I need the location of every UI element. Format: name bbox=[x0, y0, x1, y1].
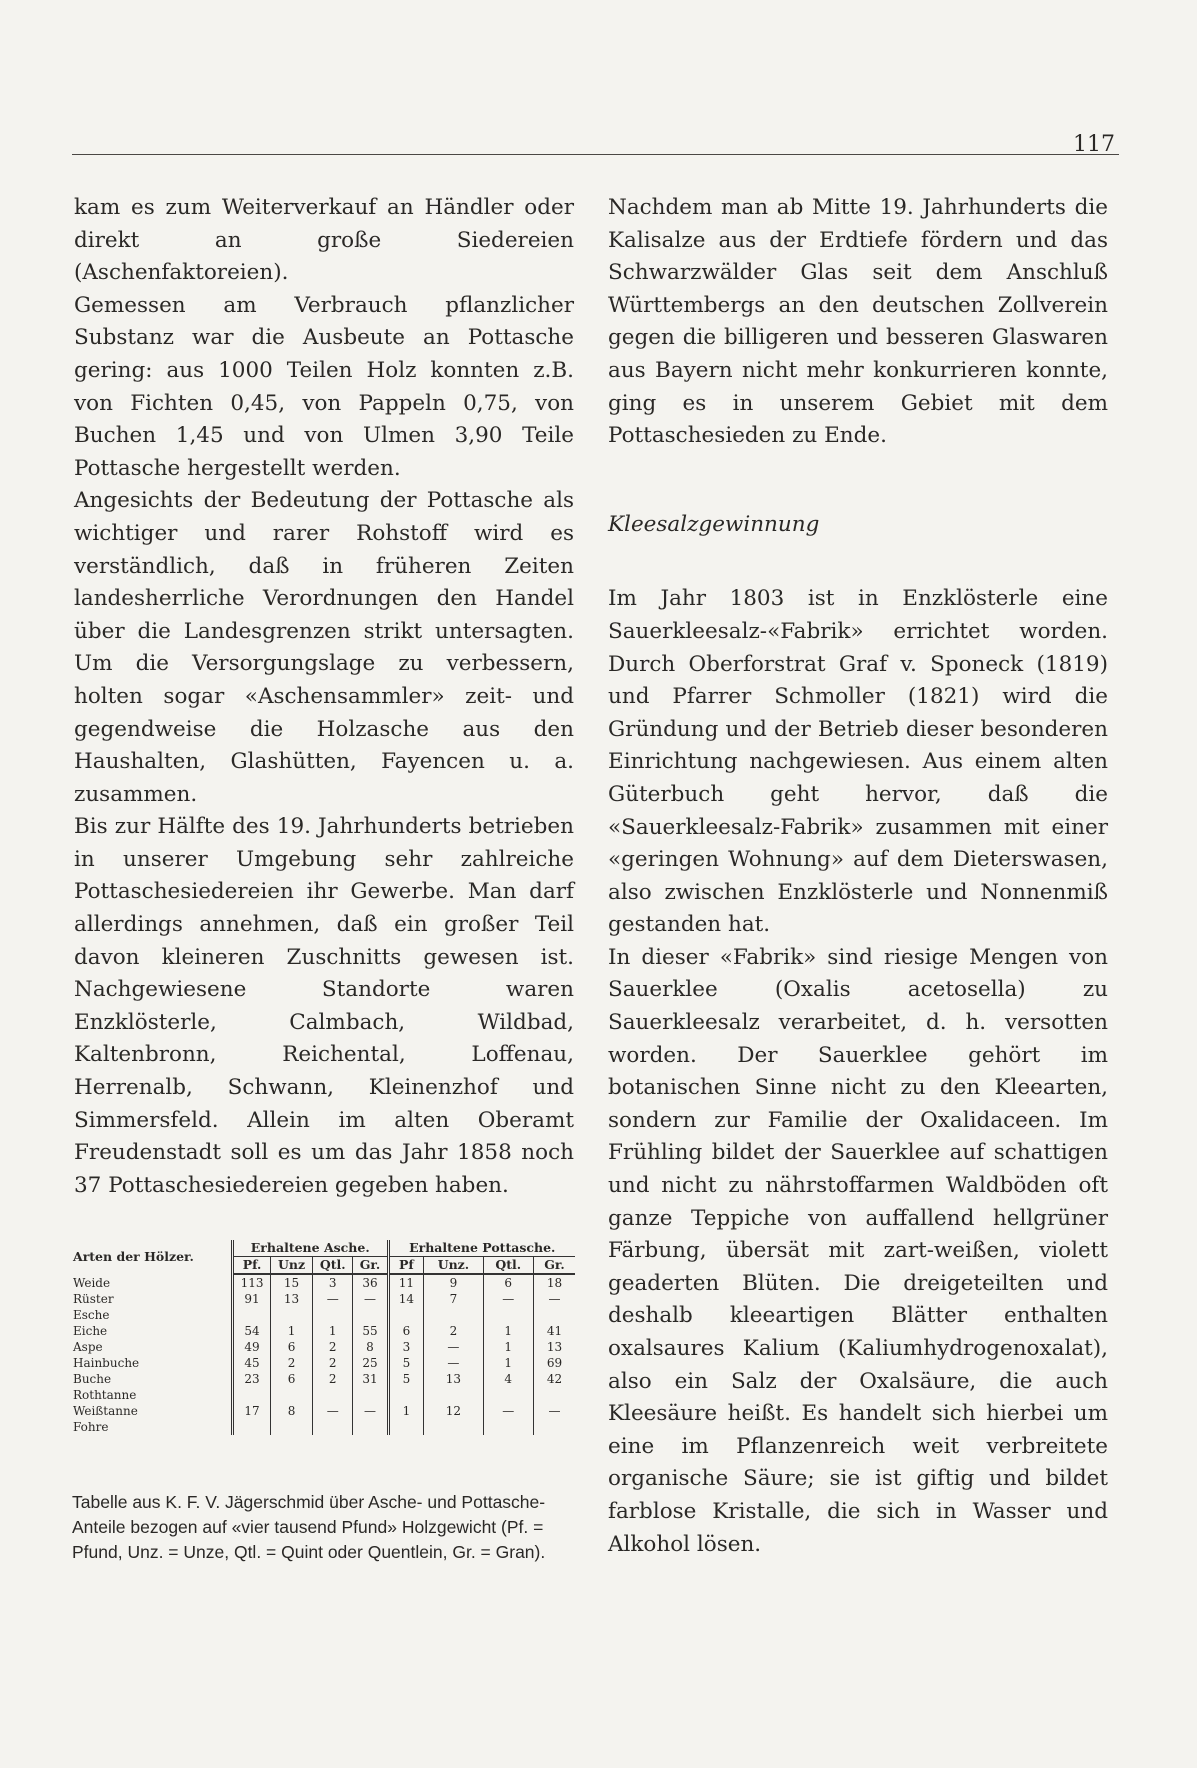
table-cell bbox=[424, 1307, 483, 1323]
table-cell: 3 bbox=[388, 1339, 424, 1355]
table-cell bbox=[233, 1419, 271, 1435]
page-number: 117 bbox=[1073, 132, 1115, 157]
paragraph: kam es zum Weiterverkauf an Händler oder direkt an große Siedereien (Aschenfaktoreien). bbox=[74, 195, 574, 286]
table-cell: 2 bbox=[313, 1371, 353, 1387]
table-cell: 42 bbox=[533, 1371, 575, 1387]
table-cell bbox=[271, 1387, 313, 1403]
table-cell bbox=[388, 1307, 424, 1323]
unit-header: Gr. bbox=[533, 1257, 575, 1275]
table-cell bbox=[313, 1307, 353, 1323]
table-cell: — bbox=[313, 1291, 353, 1307]
table-cell: 31 bbox=[353, 1371, 388, 1387]
table-cell bbox=[388, 1419, 424, 1435]
table-row bbox=[70, 1419, 575, 1435]
table-cell: 6 bbox=[271, 1371, 313, 1387]
table-cell bbox=[533, 1307, 575, 1323]
unit-header: Pf bbox=[388, 1257, 424, 1275]
table-cell: 17 bbox=[233, 1403, 271, 1419]
table-row bbox=[70, 1291, 575, 1307]
table-cell: 5 bbox=[388, 1355, 424, 1371]
table-cell: 6 bbox=[483, 1274, 533, 1291]
table-cell: 9 bbox=[424, 1274, 483, 1291]
table-cell: 11 bbox=[388, 1274, 424, 1291]
table-cell: — bbox=[533, 1403, 575, 1419]
table-cell bbox=[313, 1387, 353, 1403]
table-cell: 1 bbox=[483, 1323, 533, 1339]
table-cell bbox=[388, 1387, 424, 1403]
table-cell: — bbox=[353, 1403, 388, 1419]
paragraph: Gemessen am Verbrauch pflanzlicher Substanz war die Ausbeute an Pottasche gering: aus 1000 Teilen Holz konnten z.B. von Fichten 0,45, von Pappeln 0,75, von Buchen 1,45 und von Ulmen 3,90 Teile Pottasche hergestellt werden. bbox=[74, 292, 574, 481]
wood-name: Weide bbox=[73, 1275, 111, 1290]
table-row bbox=[70, 1355, 575, 1371]
table-cell: — bbox=[483, 1403, 533, 1419]
table-group-header: Erhaltene Asche. bbox=[233, 1240, 389, 1257]
table-cell bbox=[483, 1387, 533, 1403]
wood-name: Buche bbox=[73, 1372, 112, 1386]
table-cell: 2 bbox=[271, 1355, 313, 1371]
table-cell: 15 bbox=[271, 1274, 313, 1291]
header-rule bbox=[72, 154, 1119, 155]
paragraph: Bis zur Hälfte des 19. Jahrhunderts betrieben in unserer Umgebung sehr zahlreiche Pottaschesiedereien ihr Gewerbe. Man darf allerdings annehmen, daß ein großer Teil davon kleineren Zuschnitts gewesen ist. Nachgewiesene Standorte waren Enzklösterle, Calmbach, Wildbad, Kaltenbronn, Reichental, Loffenau, Herrenalb, Schwann, Kleinenzhof und Simmersfeld. Allein im alten Oberamt Freudenstadt soll es um das Jahr 1858 noch 37 Pottaschesiedereien gegeben haben. bbox=[74, 814, 574, 1198]
table-cell bbox=[271, 1419, 313, 1435]
paragraph: Angesichts der Bedeutung der Pottasche als wichtiger und rarer Rohstoff wird es verständlich, daß in früheren Zeiten landesherrliche Verordnungen den Handel über die Landesgrenzen strikt untersagten. Um die Versorgungslage zu verbessern, holten sogar «Aschensammler» zeit- und gegendweise die Holzasche aus den Haushalten, Glashütten, Fayencen u. a. zusammen. bbox=[74, 488, 574, 807]
table-cell: 1 bbox=[271, 1323, 313, 1339]
table-cell: 1 bbox=[483, 1339, 533, 1355]
wood-name: Hainbuche bbox=[73, 1356, 140, 1370]
table-cell bbox=[424, 1419, 483, 1435]
table-cell: 41 bbox=[533, 1323, 575, 1339]
table-cell: 69 bbox=[533, 1355, 575, 1371]
paragraph: In dieser «Fabrik» sind riesige Mengen von Sauerklee (Oxalis acetosella) zu Sauerkleesalz verarbeitet, d. h. versotten worden. Der Sauerklee gehört im botanischen Sinne nicht zu den Kleearten, sondern zur Familie der Oxalidaceen. Im Frühling bildet der Sauerklee auf schattigen und nicht zu nährstoffarmen Waldböden oft ganze Teppiche von auffallend hellgrüner Färbung, übersät mit zart-weißen, violett geaderten Blüten. Die dreigeteilten und deshalb kleeartigen Blätter enthalten oxalsaures Kalium (Kaliumhydrogenoxalat), also ein Salz der Oxalsäure, die auch Kleesäure heißt. Es handelt sich hierbei um eine im Pflanzenreich weit verbreitete organische Säure; sie ist giftig und bildet farblose Kristalle, die sich in Wasser und Alkohol lösen. bbox=[608, 944, 1108, 1557]
table-cell bbox=[313, 1419, 353, 1435]
table-caption: Tabelle aus K. F. V. Jägerschmid über Asche- und Pottasche-Anteile bezogen auf «vier tausend Pfund» Holzgewicht (Pf. = Pfund, Unz. = Unze, Qtl. = Quint oder Quentlein, Gr. = Gran). bbox=[72, 1492, 546, 1562]
table-cell: 4 bbox=[483, 1371, 533, 1387]
table-cell bbox=[533, 1387, 575, 1403]
table-row bbox=[70, 1371, 575, 1387]
table-cell: — bbox=[353, 1291, 388, 1307]
table-cell: 8 bbox=[271, 1403, 313, 1419]
wood-name: Aspe bbox=[73, 1340, 103, 1354]
table-cell: 5 bbox=[388, 1371, 424, 1387]
table-cell bbox=[533, 1419, 575, 1435]
table-cell: 2 bbox=[313, 1339, 353, 1355]
table-group-header: Erhaltene Pottasche. bbox=[388, 1240, 575, 1257]
table-cell: 6 bbox=[388, 1323, 424, 1339]
wood-name: Weißtanne bbox=[73, 1404, 138, 1418]
table-cell bbox=[233, 1307, 271, 1323]
right-column bbox=[608, 192, 1108, 1561]
unit-header: Unz bbox=[271, 1257, 313, 1275]
table-cell: 13 bbox=[271, 1291, 313, 1307]
table-row bbox=[70, 1387, 575, 1403]
table-cell bbox=[233, 1387, 271, 1403]
paragraph: Im Jahr 1803 ist in Enzklösterle eine Sauerkleesalz-«Fabrik» errichtet worden. Durch Oberforstrat Graf v. Sponeck (1819) und Pfarrer Schmoller (1821) wird die Gründung und der Betrieb dieser besonderen Einrichtung nachgewiesen. Aus einem alten Güterbuch geht hervor, daß die «Sauerkleesalz-Fabrik» zusammen mit einer «geringen Wohnung» auf dem Dieterswasen, also zwischen Enzklösterle und Nonnenmiß gestanden hat. bbox=[608, 586, 1108, 938]
table-cell bbox=[483, 1307, 533, 1323]
table-cell: 45 bbox=[233, 1355, 271, 1371]
table-cell bbox=[353, 1307, 388, 1323]
table-cell: 49 bbox=[233, 1339, 271, 1355]
table-cell: — bbox=[424, 1339, 483, 1355]
table-cell: 1 bbox=[483, 1355, 533, 1371]
section-heading: Kleesalzgewinnung bbox=[608, 511, 820, 537]
table-row bbox=[70, 1307, 575, 1323]
left-column bbox=[74, 192, 574, 1202]
table-cell bbox=[353, 1387, 388, 1403]
table-cell: 14 bbox=[388, 1291, 424, 1307]
table-cell bbox=[353, 1419, 388, 1435]
table-row bbox=[70, 1323, 575, 1339]
table-cell: 13 bbox=[424, 1371, 483, 1387]
table-row bbox=[70, 1339, 575, 1355]
table-cell: — bbox=[533, 1291, 575, 1307]
unit-header: Unz. bbox=[424, 1257, 483, 1275]
table-cell bbox=[424, 1387, 483, 1403]
table-cell: 6 bbox=[271, 1339, 313, 1355]
table-cell: 91 bbox=[233, 1291, 271, 1307]
table-cell: 12 bbox=[424, 1403, 483, 1419]
table-row bbox=[70, 1274, 575, 1291]
unit-header: Qtl. bbox=[313, 1257, 353, 1275]
table-col-header: Arten der Hölzer. bbox=[73, 1249, 194, 1264]
table-cell: — bbox=[424, 1355, 483, 1371]
wood-name: Esche bbox=[73, 1308, 110, 1322]
table-cell: 13 bbox=[533, 1339, 575, 1355]
table-cell: 1 bbox=[313, 1323, 353, 1339]
wood-name: Fohre bbox=[73, 1420, 109, 1434]
table-cell: 7 bbox=[424, 1291, 483, 1307]
table-cell: 2 bbox=[424, 1323, 483, 1339]
table-cell: 113 bbox=[233, 1274, 271, 1291]
table-cell: 1 bbox=[388, 1403, 424, 1419]
table-cell: 55 bbox=[353, 1323, 388, 1339]
table-cell: 23 bbox=[233, 1371, 271, 1387]
wood-name: Rothtanne bbox=[73, 1388, 137, 1402]
wood-name: Eiche bbox=[73, 1324, 108, 1338]
unit-header: Pf. bbox=[233, 1257, 271, 1275]
table-cell: 25 bbox=[353, 1355, 388, 1371]
unit-header: Gr. bbox=[353, 1257, 388, 1275]
wood-name: Rüster bbox=[73, 1292, 114, 1306]
table-cell: 2 bbox=[313, 1355, 353, 1371]
table-cell: 8 bbox=[353, 1339, 388, 1355]
table-cell bbox=[271, 1307, 313, 1323]
table-cell: — bbox=[313, 1403, 353, 1419]
table-row bbox=[70, 1403, 575, 1419]
table-cell bbox=[483, 1419, 533, 1435]
table-cell: 36 bbox=[353, 1274, 388, 1291]
table-cell: — bbox=[483, 1291, 533, 1307]
table-cell: 18 bbox=[533, 1274, 575, 1291]
paragraph: Nachdem man ab Mitte 19. Jahrhunderts die Kalisalze aus der Erdtiefe fördern und das Schwarzwälder Glas seit dem Anschluß Württembergs an den deutschen Zollverein gegen die billigeren und besseren Glaswaren aus Bayern nicht mehr konkurrieren konnte, ging es in unserem Gebiet mit dem Pottaschesieden zu Ende. bbox=[608, 195, 1108, 449]
unit-header: Qtl. bbox=[483, 1257, 533, 1275]
table-cell: 54 bbox=[233, 1323, 271, 1339]
table-cell: 3 bbox=[313, 1274, 353, 1291]
historic-table bbox=[70, 1240, 575, 1470]
